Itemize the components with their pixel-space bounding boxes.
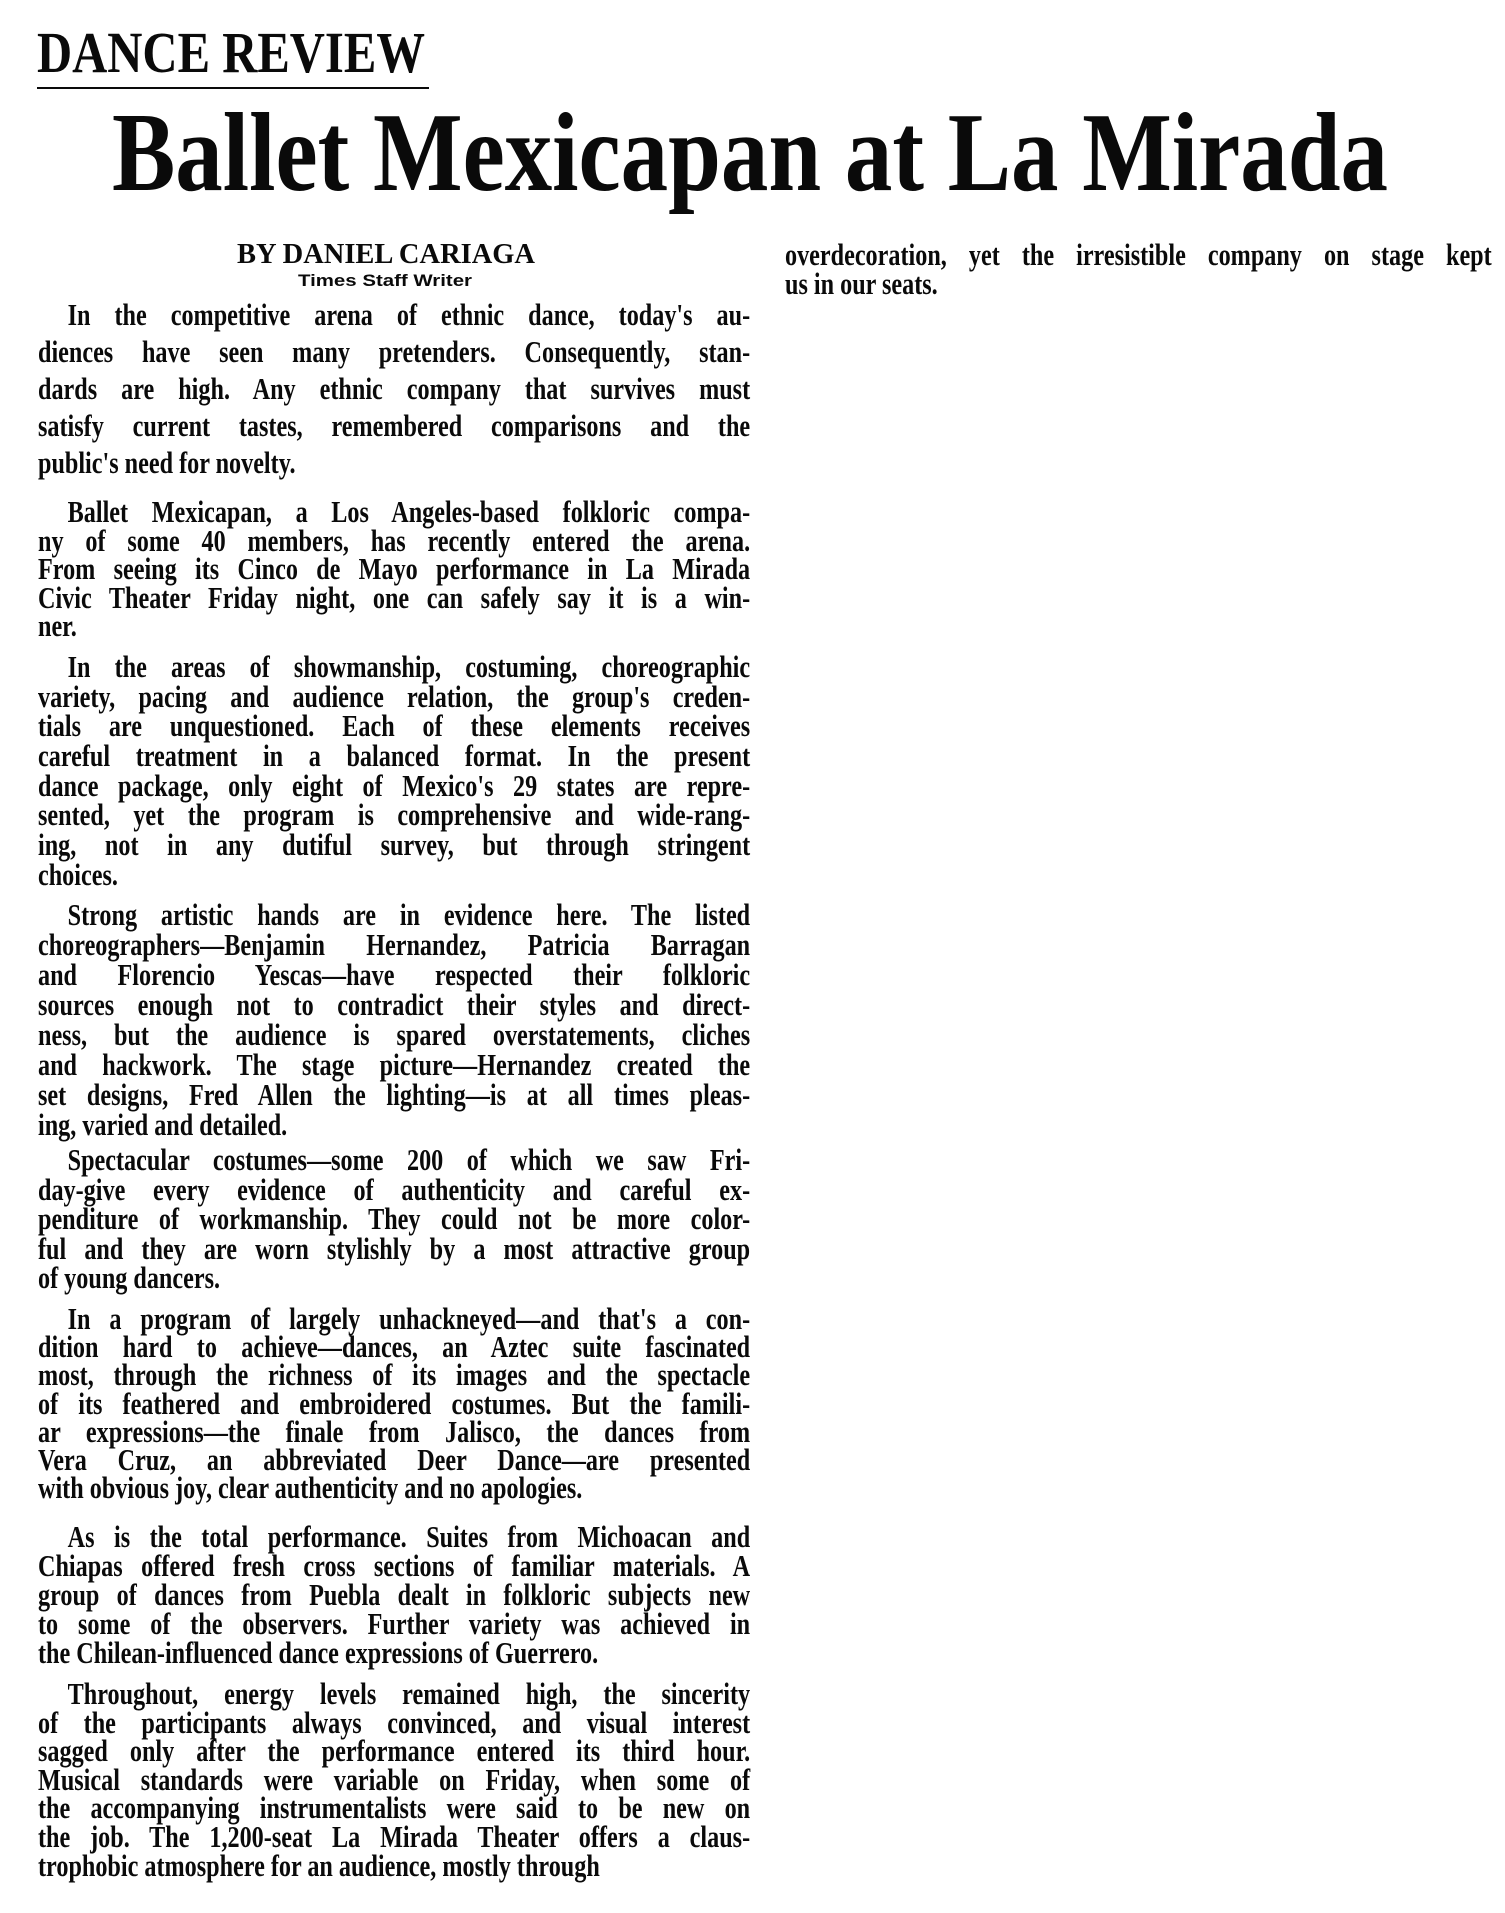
paragraph xyxy=(38,1142,751,1295)
text-line: trophobic atmosphere for an audience, mostly through xyxy=(38,1847,600,1883)
text-line: As is the total performance. Suites from Michoacan and xyxy=(67,1519,751,1554)
text-line: overdecoration, yet the irresistible company on stage kept xyxy=(785,237,1492,272)
text-line: careful treatment in a balanced format. In the present xyxy=(38,738,751,774)
text-line: of its feathered and embroidered costumes. But the famili- xyxy=(38,1385,751,1421)
text-line: tials are unquestioned. Each of these elements receives xyxy=(38,708,751,744)
text-line: ny of some 40 members, has recently entered the arena. xyxy=(38,522,751,558)
paragraph xyxy=(38,1676,751,1883)
text-line: day-give every evidence of authenticity and careful ex- xyxy=(38,1171,751,1207)
text-line: choices. xyxy=(38,856,118,892)
text-line: Chiapas offered fresh cross sections of familiar materials. A xyxy=(38,1548,751,1583)
text-line: sented, yet the program is comprehensive and wide-rang- xyxy=(38,797,751,833)
text-line: sources enough not to contradict their styles and direct- xyxy=(38,987,751,1022)
text-line: group of dances from Puebla dealt in folkloric subjects new xyxy=(38,1577,751,1612)
paragraph xyxy=(38,494,751,644)
paragraph xyxy=(38,649,751,892)
paragraph xyxy=(38,1519,751,1670)
text-line: dards are high. Any ethnic company that survives must xyxy=(38,371,751,406)
text-line: choreographers—Benjamin Hernandez, Patricia Barragan xyxy=(38,927,751,962)
text-line: In the areas of showmanship, costuming, choreographic xyxy=(67,649,751,684)
byline-credit: Times Staff Writer xyxy=(298,271,473,290)
text-line: of young dancers. xyxy=(38,1260,221,1295)
text-line: public's need for novelty. xyxy=(38,445,296,480)
text-line: In the competitive arena of ethnic dance, today's au- xyxy=(67,297,751,332)
text-line: Throughout, energy levels remained high, the sincerity xyxy=(67,1676,751,1711)
text-line: with obvious joy, clear authenticity and no apologies. xyxy=(38,1470,583,1506)
text-line: penditure of workmanship. They could not be more color- xyxy=(38,1201,751,1236)
text-line: Musical standards were variable on Friday, when some of xyxy=(38,1761,751,1797)
paragraph xyxy=(38,296,750,481)
text-line: In a program of largely unhackneyed—and that's a con- xyxy=(67,1301,751,1336)
text-line: variety, pacing and audience relation, the group's creden- xyxy=(38,678,751,714)
kicker-rule xyxy=(37,87,429,89)
section-kicker: DANCE REVIEW xyxy=(37,20,425,85)
text-line: the accompanying instrumentalists were said to be new on xyxy=(38,1790,751,1826)
byline: BY DANIEL CARIAGA xyxy=(237,238,536,270)
text-line: Strong artistic hands are in evidence here. The listed xyxy=(67,897,751,932)
text-line: ner. xyxy=(38,608,77,644)
text-line: to some of the observers. Further variety was achieved in xyxy=(38,1606,751,1641)
paragraph xyxy=(38,1301,751,1506)
text-line: most, through the richness of its images and the spectacle xyxy=(38,1357,751,1393)
text-line: Vera Cruz, an abbreviated Deer Dance—are presented xyxy=(38,1441,751,1477)
text-line: Ballet Mexicapan, a Los Angeles-based folkloric compa- xyxy=(67,494,751,529)
text-line: us in our seats. xyxy=(785,266,938,301)
text-line: dition hard to achieve—dances, an Aztec suite fascinated xyxy=(38,1329,751,1365)
text-line: the Chilean-influenced dance expressions of Guerrero. xyxy=(38,1635,599,1670)
text-line: dance package, only eight of Mexico's 29 states are repre- xyxy=(38,767,751,803)
paragraph xyxy=(38,897,751,1142)
text-line: set designs, Fred Allen the lighting—is at all times pleas- xyxy=(38,1077,751,1112)
text-line: Spectacular costumes—some 200 of which we saw Fri- xyxy=(67,1142,751,1177)
text-line: and hackwork. The stage picture—Hernandez created the xyxy=(38,1047,751,1082)
text-line: ar expressions—the finale from Jalisco, the dances from xyxy=(38,1413,751,1449)
text-line: ness, but the audience is spared overstatements, cliches xyxy=(38,1017,751,1052)
text-line: satisfy current tastes, remembered comparisons and the xyxy=(38,408,751,443)
text-line: and Florencio Yescas—have respected their folkloric xyxy=(38,957,751,992)
text-line: ful and they are worn stylishly by a most attractive group xyxy=(38,1230,751,1266)
text-line: Civic Theater Friday night, one can safely say it is a win- xyxy=(38,579,751,615)
text-line: ing, varied and detailed. xyxy=(38,1107,288,1142)
text-line: of the participants always convinced, and visual interest xyxy=(38,1704,751,1740)
headline: Ballet Mexicapan at La Mirada xyxy=(112,91,1388,215)
text-line: the job. The 1,200-seat La Mirada Theater offers a claus- xyxy=(38,1818,751,1854)
text-line: ing, not in any dutiful survey, but through stringent xyxy=(38,827,751,863)
text-line: From seeing its Cinco de Mayo performance in La Mirada xyxy=(38,551,751,587)
text-line: sagged only after the performance entered its third hour. xyxy=(38,1733,751,1769)
paragraph xyxy=(785,237,1492,301)
text-line: diences have seen many pretenders. Consequently, stan- xyxy=(38,334,751,369)
